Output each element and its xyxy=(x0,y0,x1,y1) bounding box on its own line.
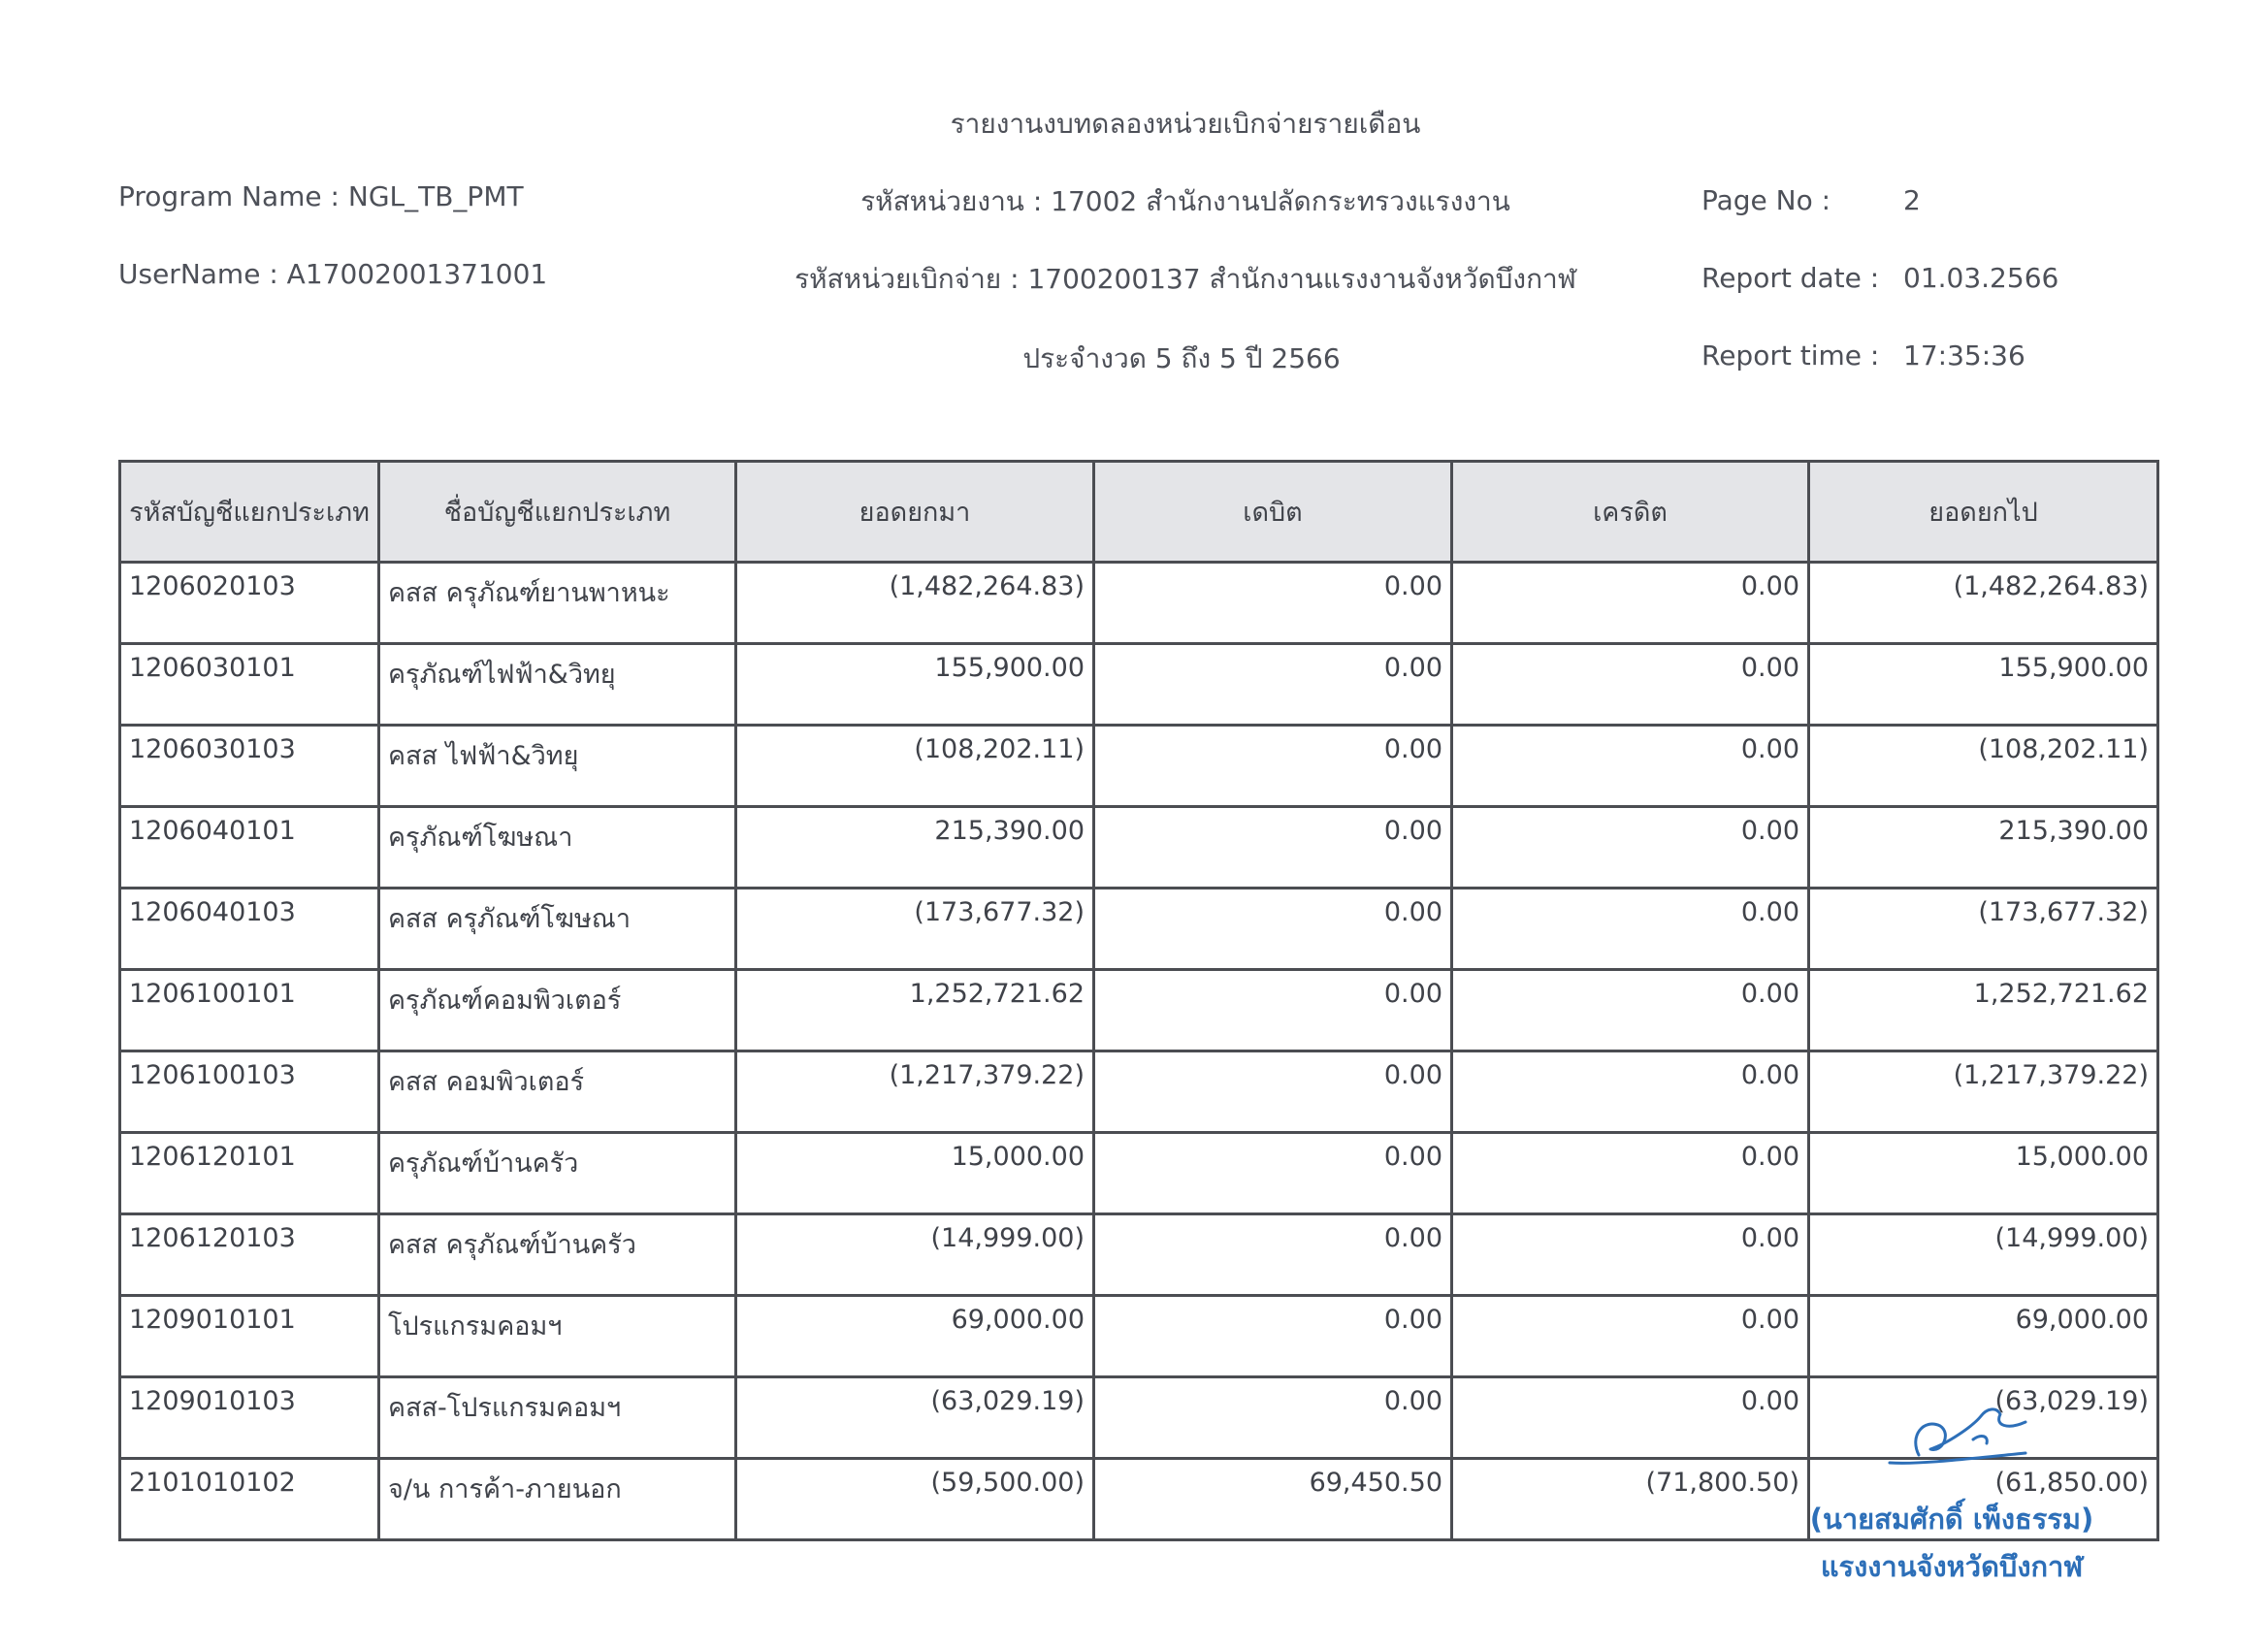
account-name-cell: คสส คอมพิวเตอร์ xyxy=(379,1051,736,1133)
account-code-cell: 1206020103 xyxy=(120,563,379,644)
report-time-label: Report time : xyxy=(1701,340,1880,372)
carried-forward-cell: 155,900.00 xyxy=(1809,644,2158,726)
account-name-cell: คสส ครุภัณฑ์ยานพาหนะ xyxy=(379,563,736,644)
col-account-name: ชื่อบัญชีแยกประเภท xyxy=(379,462,736,563)
table-header-row xyxy=(120,462,2158,563)
account-code-cell: 1209010103 xyxy=(120,1377,379,1459)
credit-cell: 0.00 xyxy=(1452,1296,1809,1377)
account-name-cell: คสส-โปรแกรมคอมฯ xyxy=(379,1377,736,1459)
brought-forward-cell: (173,677.32) xyxy=(736,889,1094,970)
credit-cell: 0.00 xyxy=(1452,563,1809,644)
account-code-cell: 1206030101 xyxy=(120,644,379,726)
account-code-cell: 1209010101 xyxy=(120,1296,379,1377)
signatory-office: แรงงานจังหวัดบึงกาฬ xyxy=(1820,1550,2084,1583)
col-credit: เครดิต xyxy=(1452,462,1809,563)
brought-forward-cell: 69,000.00 xyxy=(736,1296,1094,1377)
account-code-cell: 2101010102 xyxy=(120,1459,379,1540)
report-date-label: Report date : xyxy=(1701,262,1880,294)
table-row xyxy=(120,1214,2158,1296)
brought-forward-cell: (1,217,379.22) xyxy=(736,1051,1094,1133)
credit-cell: 0.00 xyxy=(1452,970,1809,1051)
brought-forward-cell: (14,999.00) xyxy=(736,1214,1094,1296)
signatory-name: (นายสมศักดิ์ เพ็งธรรม) xyxy=(1809,1503,2094,1536)
account-code-cell: 1206120103 xyxy=(120,1214,379,1296)
account-name-cell: ครุภัณฑ์คอมพิวเตอร์ xyxy=(379,970,736,1051)
debit-cell: 0.00 xyxy=(1094,1214,1452,1296)
brought-forward-cell: (59,500.00) xyxy=(736,1459,1094,1540)
program-name: Program Name : NGL_TB_PMT xyxy=(118,180,524,212)
account-name-cell: คสส ครุภัณฑ์บ้านครัว xyxy=(379,1214,736,1296)
account-name-cell: โปรแกรมคอมฯ xyxy=(379,1296,736,1377)
credit-cell: 0.00 xyxy=(1452,1051,1809,1133)
brought-forward-cell: (1,482,264.83) xyxy=(736,563,1094,644)
report-time-value: 17:35:36 xyxy=(1903,340,2025,372)
report-title: รายงานงบทดลองหน่วยเบิกจ่ายรายเดือน xyxy=(950,108,1421,140)
carried-forward-cell: 1,252,721.62 xyxy=(1809,970,2158,1051)
account-name-cell: คสส ไฟฟ้า&วิทยุ xyxy=(379,726,736,807)
disbursement-unit: รหัสหน่วยเบิกจ่าย : 1700200137 สำนักงานแรงงานจังหวัดบึงกาฬ xyxy=(794,263,1576,295)
trial-balance-table xyxy=(118,460,2159,1541)
table-row xyxy=(120,1133,2158,1214)
carried-forward-cell: (1,217,379.22) xyxy=(1809,1051,2158,1133)
table-row xyxy=(120,1377,2158,1459)
account-name-cell: ครุภัณฑ์โฆษณา xyxy=(379,807,736,889)
table-row xyxy=(120,1051,2158,1133)
debit-cell: 0.00 xyxy=(1094,563,1452,644)
table-row xyxy=(120,644,2158,726)
account-code-cell: 1206100103 xyxy=(120,1051,379,1133)
debit-cell: 0.00 xyxy=(1094,970,1452,1051)
debit-cell: 0.00 xyxy=(1094,1296,1452,1377)
debit-cell: 0.00 xyxy=(1094,644,1452,726)
account-code-cell: 1206100101 xyxy=(120,970,379,1051)
credit-cell: 0.00 xyxy=(1452,807,1809,889)
credit-cell: 0.00 xyxy=(1452,726,1809,807)
col-brought-forward: ยอดยกมา xyxy=(736,462,1094,563)
debit-cell: 0.00 xyxy=(1094,1133,1452,1214)
table-row xyxy=(120,889,2158,970)
debit-cell: 0.00 xyxy=(1094,807,1452,889)
debit-cell: 0.00 xyxy=(1094,726,1452,807)
carried-forward-cell: 215,390.00 xyxy=(1809,807,2158,889)
brought-forward-cell: 215,390.00 xyxy=(736,807,1094,889)
account-code-cell: 1206040103 xyxy=(120,889,379,970)
report-date-value: 01.03.2566 xyxy=(1903,262,2059,294)
carried-forward-cell: (63,029.19) xyxy=(1809,1377,2158,1459)
account-name-cell: ครุภัณฑ์บ้านครัว xyxy=(379,1133,736,1214)
account-code-cell: 1206030103 xyxy=(120,726,379,807)
table-row xyxy=(120,563,2158,644)
table-row xyxy=(120,807,2158,889)
table-row xyxy=(120,970,2158,1051)
credit-cell: 0.00 xyxy=(1452,1133,1809,1214)
carried-forward-cell: (61,850.00) xyxy=(1809,1459,2158,1540)
brought-forward-cell: 1,252,721.62 xyxy=(736,970,1094,1051)
page-no-label: Page No : xyxy=(1701,184,1831,216)
account-code-cell: 1206040101 xyxy=(120,807,379,889)
credit-cell: 0.00 xyxy=(1452,889,1809,970)
brought-forward-cell: (108,202.11) xyxy=(736,726,1094,807)
account-code-cell: 1206120101 xyxy=(120,1133,379,1214)
carried-forward-cell: (1,482,264.83) xyxy=(1809,563,2158,644)
brought-forward-cell: (63,029.19) xyxy=(736,1377,1094,1459)
credit-cell: 0.00 xyxy=(1452,1377,1809,1459)
table-row xyxy=(120,1296,2158,1377)
carried-forward-cell: (173,677.32) xyxy=(1809,889,2158,970)
report-period: ประจำงวด 5 ถึง 5 ปี 2566 xyxy=(1022,342,1341,374)
col-debit: เดบิต xyxy=(1094,462,1452,563)
debit-cell: 0.00 xyxy=(1094,1377,1452,1459)
debit-cell: 0.00 xyxy=(1094,1051,1452,1133)
carried-forward-cell: (108,202.11) xyxy=(1809,726,2158,807)
table-body xyxy=(120,563,2158,1540)
debit-cell: 69,450.50 xyxy=(1094,1459,1452,1540)
carried-forward-cell: (14,999.00) xyxy=(1809,1214,2158,1296)
brought-forward-cell: 155,900.00 xyxy=(736,644,1094,726)
credit-cell: 0.00 xyxy=(1452,1214,1809,1296)
account-name-cell: ครุภัณฑ์ไฟฟ้า&วิทยุ xyxy=(379,644,736,726)
account-name-cell: คสส ครุภัณฑ์โฆษณา xyxy=(379,889,736,970)
signature-mark xyxy=(1880,1397,2035,1474)
credit-cell: 0.00 xyxy=(1452,644,1809,726)
col-carried-forward: ยอดยกไป xyxy=(1809,462,2158,563)
user-name: UserName : A17002001371001 xyxy=(118,258,548,290)
carried-forward-cell: 15,000.00 xyxy=(1809,1133,2158,1214)
page-no-value: 2 xyxy=(1903,184,1921,216)
table-row xyxy=(120,726,2158,807)
account-name-cell: จ/น การค้า-ภายนอก xyxy=(379,1459,736,1540)
credit-cell: (71,800.50) xyxy=(1452,1459,1809,1540)
debit-cell: 0.00 xyxy=(1094,889,1452,970)
carried-forward-cell: 69,000.00 xyxy=(1809,1296,2158,1377)
agency-code: รหัสหน่วยงาน : 17002 สำนักงานปลัดกระทรวงแรงงาน xyxy=(860,185,1510,217)
brought-forward-cell: 15,000.00 xyxy=(736,1133,1094,1214)
col-account-code: รหัสบัญชีแยกประเภท xyxy=(120,462,379,563)
